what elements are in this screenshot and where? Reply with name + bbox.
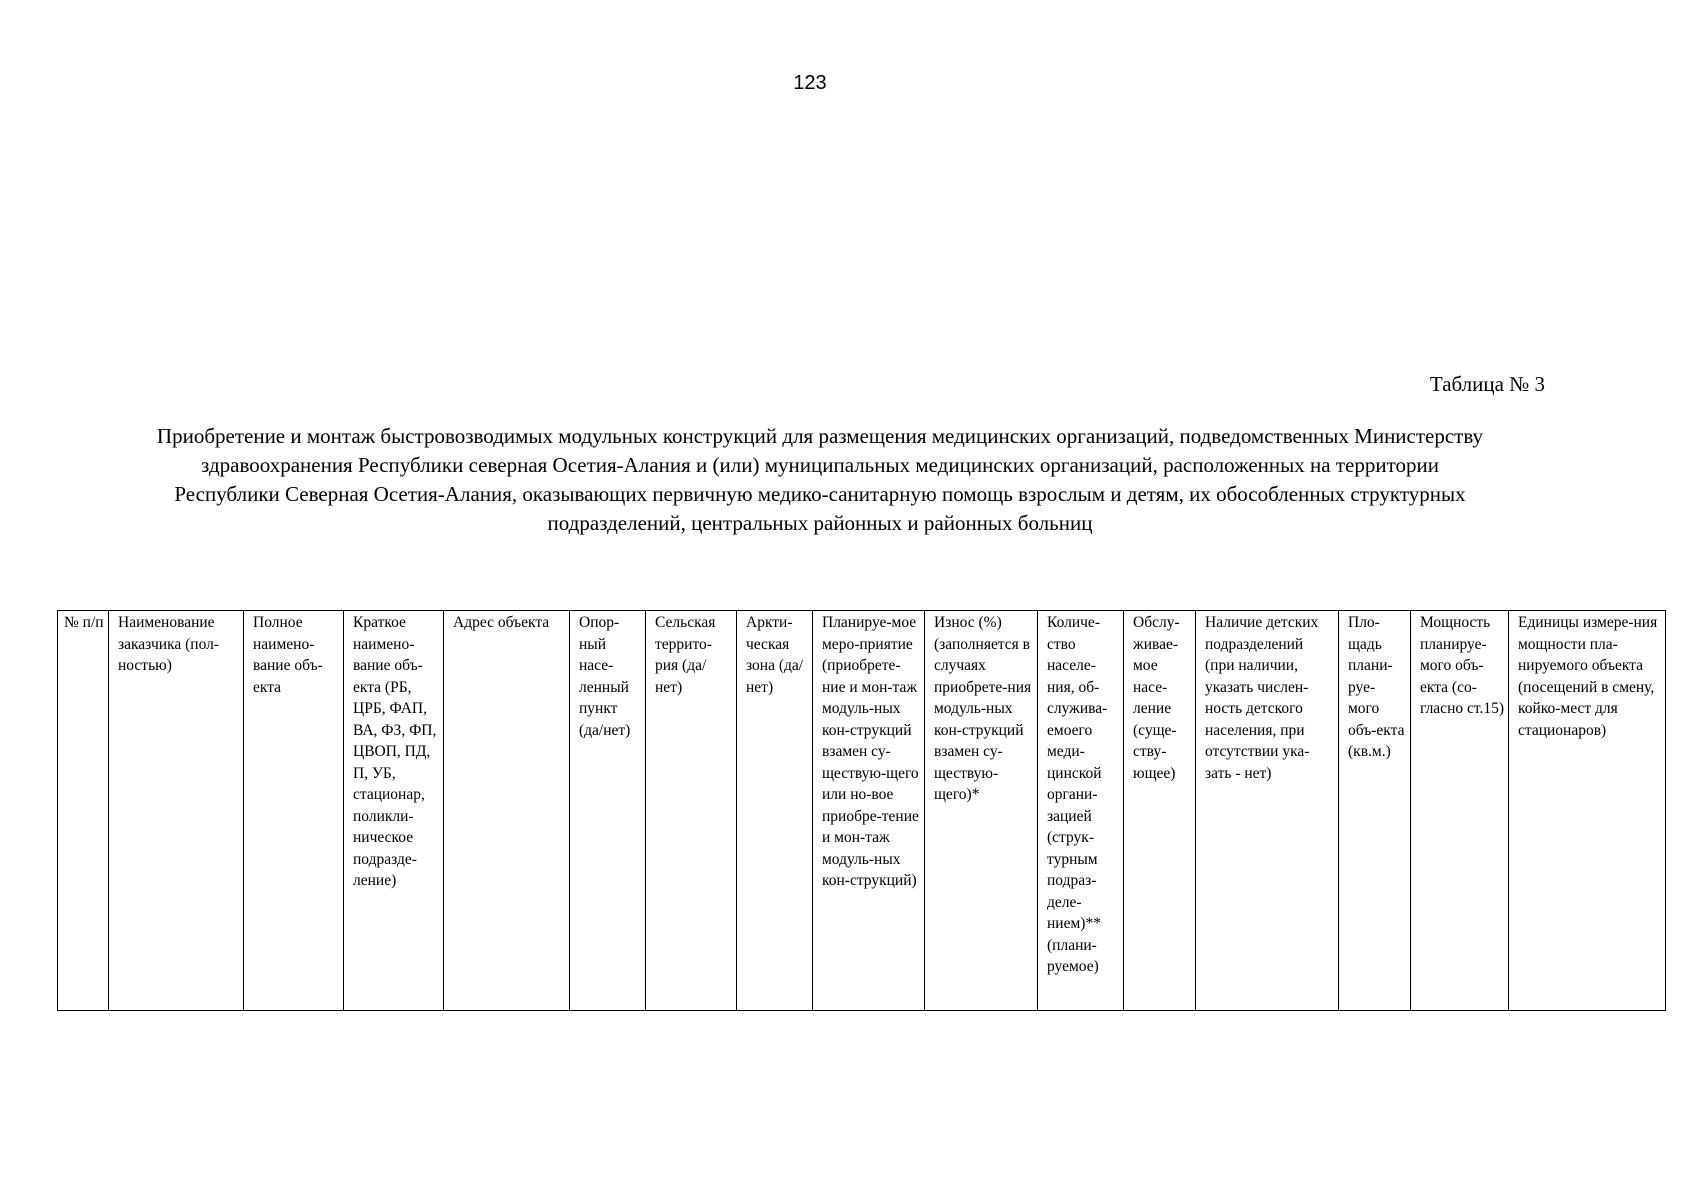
page-number: 123: [793, 72, 827, 94]
col-header-existing-population: Обслу-живае-мое насе-ление (суще-ству-ющее): [1124, 611, 1196, 1011]
document-title: [110, 422, 1530, 538]
data-table: [57, 610, 1666, 1011]
title-line: Республики Северная Осетия-Алания, оказывающих первичную медико-санитарную помощь взрослым и детям, их обособленных структурных: [174, 482, 1466, 506]
col-header-base-settlement: Опор-ный насе-ленный пункт (да/нет): [570, 611, 646, 1011]
title-line: здравоохранения Республики северная Осетия-Алания и (или) муниципальных медицинских организаций, расположенных на территории: [201, 453, 1439, 477]
col-header-planned-area: Пло-щадь плани-руе-мого объ-екта (кв.м.): [1339, 611, 1411, 1011]
col-header-arctic-zone: Аркти-ческая зона (да/нет): [737, 611, 813, 1011]
col-header-number: № п/п: [58, 611, 109, 1011]
col-header-object-address: Адрес объекта: [444, 611, 570, 1011]
col-header-wear-percent: Износ (%) (заполняется в случаях приобрете-ния модуль-ных кон-струкций взамен су-ществую-щего)*: [925, 611, 1038, 1011]
col-header-planned-capacity: Мощность планируе-мого объ-екта (со-гласно ст.15): [1411, 611, 1509, 1011]
table-label: Таблица № 3: [1429, 372, 1545, 396]
title-line: Приобретение и монтаж быстровозводимых модульных конструкций для размещения медицинских организаций, подведомственных Министерству: [156, 424, 1484, 448]
col-header-short-object-name: Краткое наимено-вание объ-екта (РБ, ЦРБ, ФАП, ВА, ФЗ, ФП, ЦВОП, ПД, П, УБ, стационар, поликли-ническое подразде-ление): [344, 611, 444, 1011]
table-header-row: [58, 611, 1666, 1011]
col-header-planned-activity: Планируе-мое меро-приятие (приобрете-ние и мон-таж модуль-ных кон-струкций взамен су-ществую-щего или но-вое приобре-тение и мон-таж модуль-ных кон-струкций): [813, 611, 925, 1011]
col-header-rural-territory: Сельская террито-рия (да/нет): [646, 611, 737, 1011]
col-header-planned-population: Количе-ство населе-ния, об-служива-емоего меди-цинской органи-зацией (струк-турным подраз-деле-нием)** (плани-руемое): [1038, 611, 1124, 1011]
col-header-child-units: Наличие детских подразделений (при наличии, указать числен-ность детского населения, при отсутствии ука-зать - нет): [1196, 611, 1339, 1011]
col-header-full-object-name: Полное наимено-вание объ-екта: [244, 611, 344, 1011]
col-header-customer-name: Наименование заказчика (пол-ностью): [109, 611, 244, 1011]
title-line: подразделений, центральных районных и районных больниц: [547, 511, 1093, 535]
col-header-capacity-units: Единицы измере-ния мощности пла-нируемого объекта (посещений в смену, койко-мест для стационаров): [1509, 611, 1666, 1011]
